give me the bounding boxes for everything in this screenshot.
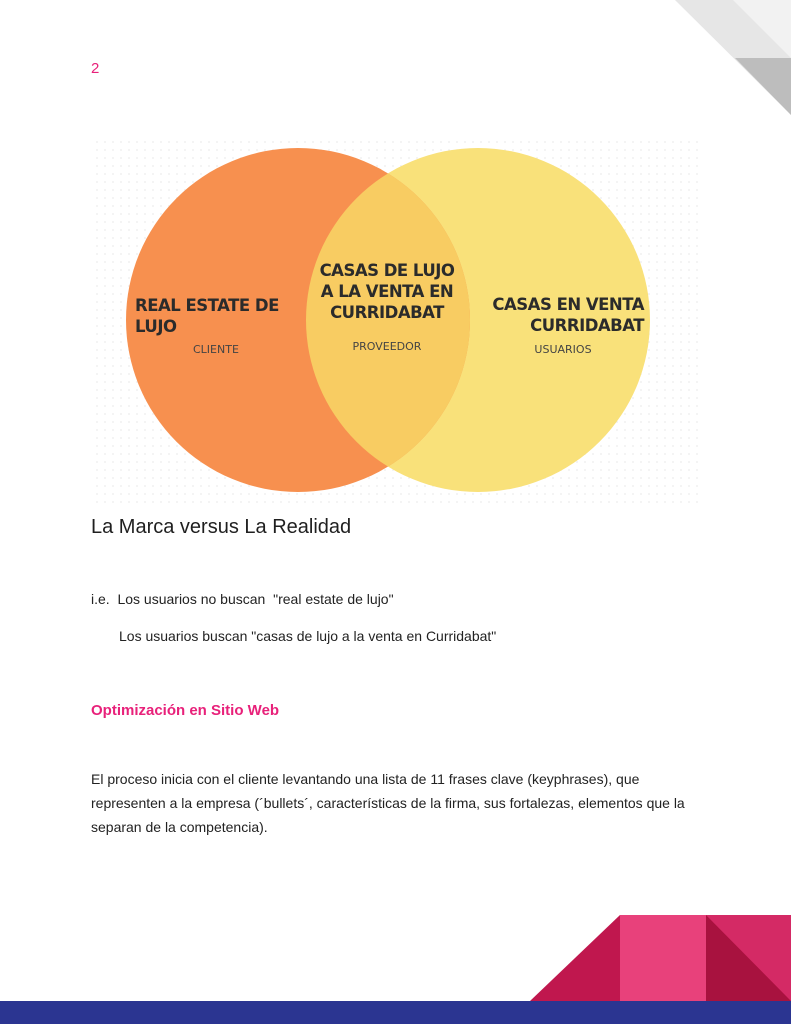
- venn-left-title-1: REAL ESTATE DE: [135, 296, 279, 315]
- venn-left-subtitle: CLIENTE: [193, 343, 239, 356]
- venn-right-subtitle: USUARIOS: [534, 343, 592, 356]
- venn-diagram: [95, 140, 701, 506]
- example-line-1: i.e. Los usuarios no buscan "real estate de lujo": [91, 591, 394, 607]
- optimization-paragraph: El proceso inicia con el cliente levantando una lista de 11 frases clave (keyphrases), que representen a la empresa (´bullets´, características de la firma, sus fortalezas, elementos que la separan de la competencia).: [91, 771, 685, 835]
- section-title: La Marca versus La Realidad: [91, 516, 352, 538]
- corner-decoration-bottom: [530, 915, 791, 1001]
- venn-center-title-1: CASAS DE LUJO: [319, 261, 455, 280]
- optimization-heading: Optimización en Sitio Web: [91, 702, 280, 719]
- venn-center-subtitle: PROVEEDOR: [352, 340, 422, 353]
- footer-bar: [0, 1001, 791, 1024]
- venn-left-title-2: LUJO: [135, 317, 177, 336]
- venn-right-title-2: CURRIDABAT: [530, 316, 644, 335]
- venn-center-title-3: CURRIDABAT: [330, 303, 444, 322]
- venn-center-title-2: A LA VENTA EN: [320, 282, 454, 301]
- example-line-2: Los usuarios buscan "casas de lujo a la venta en Curridabat": [119, 628, 497, 644]
- venn-right-title-1: CASAS EN VENTA: [492, 295, 644, 314]
- corner-decoration-top: [675, 0, 791, 115]
- page-number: 2: [91, 60, 100, 77]
